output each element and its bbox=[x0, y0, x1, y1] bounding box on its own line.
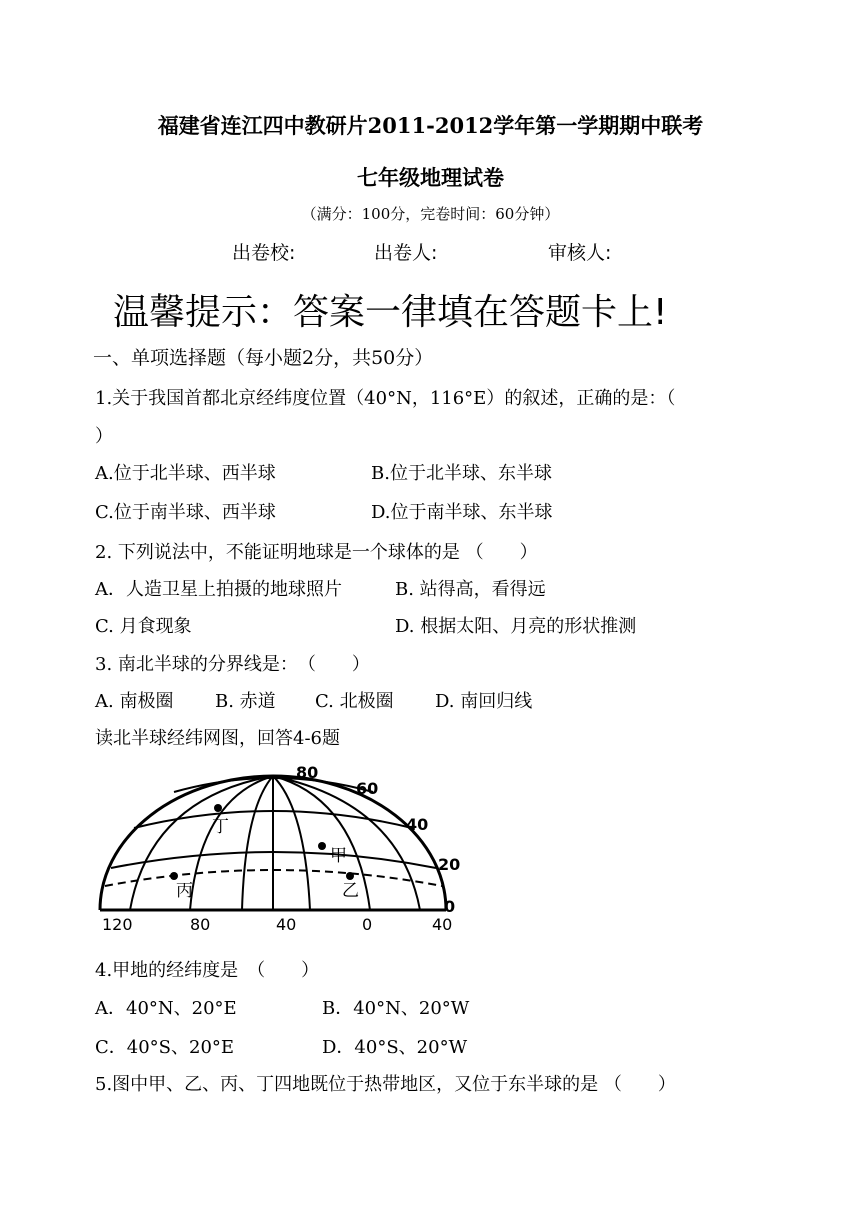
q1-stem: 1.关于我国首都北京经纬度位置（40°N，116°E）的叙述，正确的是：（ bbox=[95, 388, 676, 409]
meridian-line bbox=[273, 776, 310, 910]
q3-stem: 3. 南北半球的分界线是： （ ） bbox=[95, 654, 370, 675]
reviewer-label: 审核人: bbox=[548, 242, 612, 264]
q5-stem: 5.图中甲、乙、丙、丁四地既位于热带地区，又位于东半球的是 （ ） bbox=[95, 1074, 676, 1095]
q2-option-b: B. 站得高，看得远 bbox=[395, 579, 546, 600]
point-label-ding: 丁 bbox=[212, 817, 229, 837]
q1-option-d: D.位于南半球、东半球 bbox=[371, 502, 553, 523]
meridian-line bbox=[130, 776, 273, 910]
point-ding-dot bbox=[214, 804, 222, 812]
q3-option-a: A. 南极圈 bbox=[95, 691, 174, 712]
q1-option-a: A.位于北半球、西半球 bbox=[95, 463, 276, 484]
q4-option-b: B．40°N、20°W bbox=[322, 998, 470, 1019]
point-jia-dot bbox=[318, 842, 326, 850]
point-yi-dot bbox=[346, 872, 354, 880]
q2-option-d: D. 根据太阳、月亮的形状推测 bbox=[395, 616, 637, 637]
q3-option-b: B. 赤道 bbox=[215, 691, 276, 712]
point-label-bing: 丙 bbox=[176, 881, 193, 901]
lat-label-40: 40 bbox=[406, 815, 429, 834]
lon-label-40-east: 40 bbox=[432, 915, 453, 934]
point-label-yi: 乙 bbox=[342, 881, 359, 901]
lat-label-0: 0 bbox=[444, 897, 456, 916]
school-label: 出卷校: bbox=[232, 242, 296, 264]
q2-option-a: A．人造卫星上拍摄的地球照片 bbox=[95, 579, 342, 600]
q2-stem: 2. 下列说法中，不能证明地球是一个球体的是 （ ） bbox=[95, 542, 538, 563]
answer-tip: 温馨提示：答案一律填在答题卡上! bbox=[113, 292, 668, 333]
q1-option-c: C.位于南半球、西半球 bbox=[95, 502, 276, 523]
lon-label-80: 80 bbox=[190, 915, 211, 934]
lat-label-60: 60 bbox=[356, 779, 379, 798]
lon-label-40: 40 bbox=[276, 915, 297, 934]
exam-subtitle: 七年级地理试卷 bbox=[357, 165, 504, 190]
lat-label-20: 20 bbox=[438, 855, 461, 874]
q4-option-a: A．40°N、20°E bbox=[95, 998, 237, 1019]
q2-option-c: C. 月食现象 bbox=[95, 616, 192, 637]
q1-option-b: B.位于北半球、东半球 bbox=[371, 463, 552, 484]
q1-stem-end: ） bbox=[95, 426, 113, 447]
q3-option-d: D. 南回归线 bbox=[435, 691, 533, 712]
q4-stem: 4.甲地的经纬度是 （ ） bbox=[95, 960, 320, 981]
lon-label-0: 0 bbox=[362, 915, 373, 934]
author-label: 出卷人: bbox=[374, 242, 438, 264]
lon-label-120: 120 bbox=[102, 915, 133, 934]
exam-title: 福建省连江四中教研片2011-2012学年第一学期期中联考 bbox=[157, 113, 704, 138]
q3-option-c: C. 北极圈 bbox=[315, 691, 394, 712]
map-intro: 读北半球经纬网图，回答4-6题 bbox=[95, 728, 340, 749]
meridian-line bbox=[242, 776, 273, 910]
q4-option-d: D．40°S、20°W bbox=[322, 1037, 468, 1058]
exam-note: （满分：100分，完卷时间：60分钟） bbox=[301, 205, 560, 223]
section-heading: 一、单项选择题（每小题2分，共50分） bbox=[93, 347, 434, 369]
point-label-jia: 甲 bbox=[330, 846, 347, 866]
q4-option-c: C．40°S、20°E bbox=[95, 1037, 235, 1058]
point-bing-dot bbox=[170, 872, 178, 880]
lat-label-80: 80 bbox=[296, 763, 319, 782]
hemisphere-graticule-map bbox=[90, 758, 470, 938]
